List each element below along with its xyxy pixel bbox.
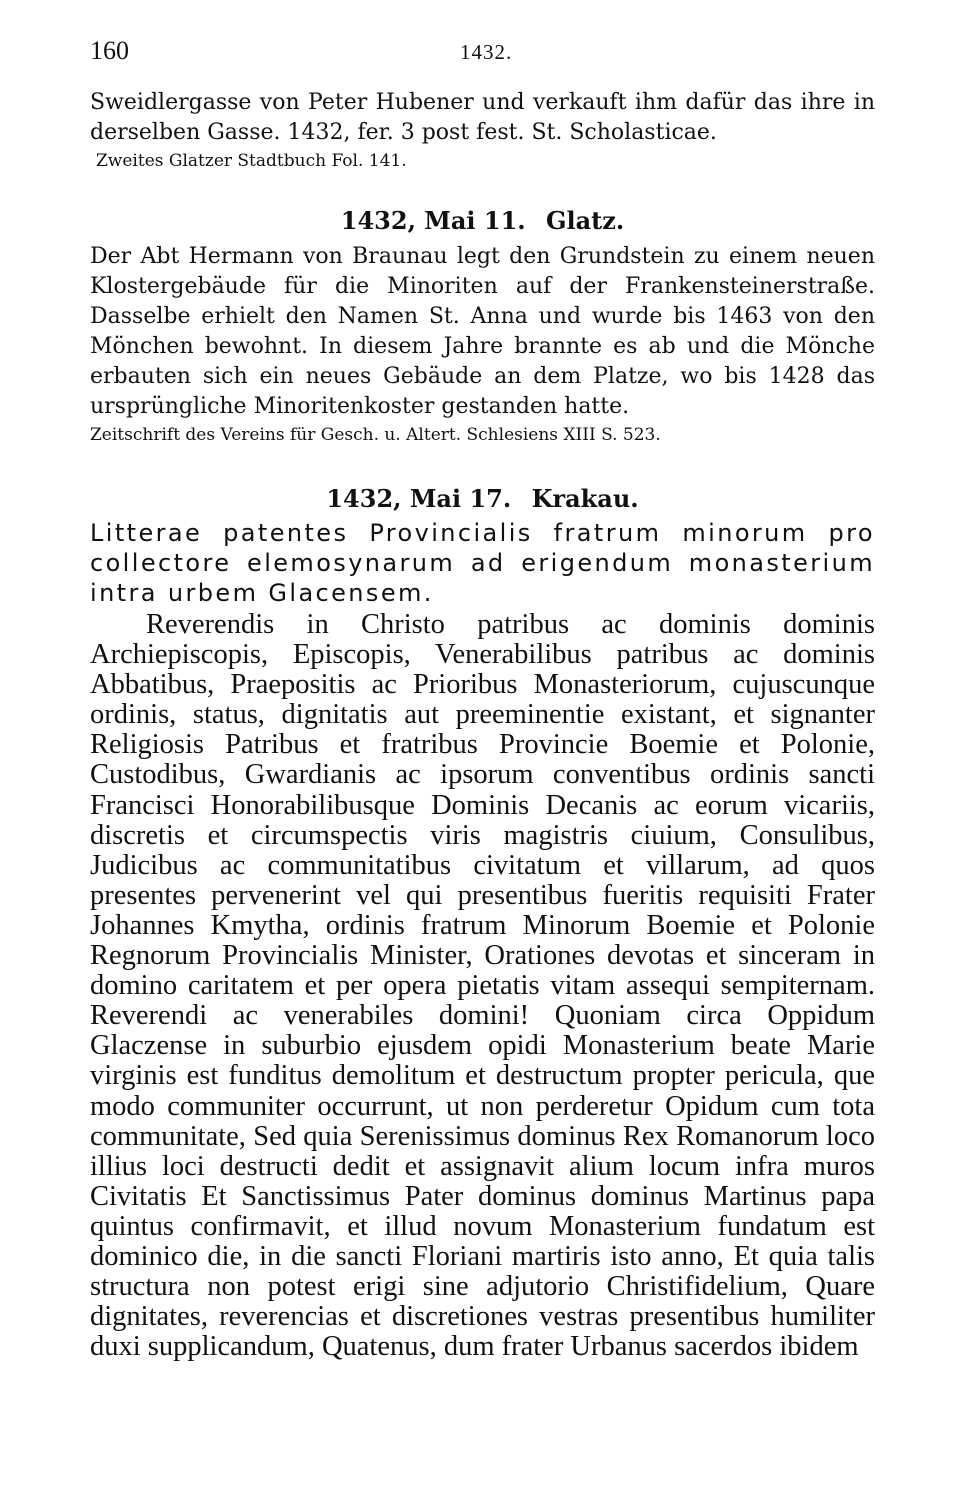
entry-text: Der Abt Hermann von Braunau legt den Grundstein zu einem neuen Klostergebäude für die Minoriten auf der Frankensteinerstraße. Dasselbe erhielt den Namen St. Anna und wurde bis 1463 von den Mönchen bewohnt. In diesem Jahre brannte es ab und die Mönche erbauten sich ein neues Gebäude an dem Platze, wo bis 1428 das ursprüngliche Minoritenkoster gestanden hatte.	[90, 244, 875, 419]
page-number: 160	[90, 36, 129, 65]
entry-date: 1432, Mai 11.	[340, 206, 526, 235]
previous-entry-text: Sweidlergasse von Peter Hubener und verkauft ihm dafür das ihre in derselben Gasse. 1432, fer. 3 post fest. St. Scholasticae.	[90, 90, 875, 145]
entry-1432-mai-17	[90, 482, 875, 1362]
entry-document-text: Reverendis in Christo patribus ac dominis dominis Archiepiscopis, Episcopis, Venerabilibus patribus ac dominis Abbatibus, Praepositis ac Prioribus Monasteriorum, cujuscunque ordinis, status, dignitatis aut preeminentie existant, et signanter Religiosis Patribus et fratribus Provincie Boemie et Polonie, Custodibus, Gwardianis ac ipsorum conventibus ordinis sancti Francisci Honorabilibusque Dominis Decanis ac eorum vicariis, discretis et circumspectis viris magistris ciuium, Consulibus, Judicibus ac communitatibus civitatum et villarum, ad quos presentes pervenerint vel qui presentibus fueritis requisiti Frater Johannes Kmytha, ordinis fratrum Minorum Boemie et Polonie Regnorum Provincialis Minister, Orationes devotas et sinceram in domino caritatem et per opera pietatis vitam assequi sempiternam. Reverendi ac venerabiles domini! Quoniam circa Oppidum Glaczense in suburbio ejusdem opidi Monasterium beate Marie virginis est funditus demolitum et destructum propter pericula, que modo communiter occurrunt, ut non perderetur Opidum cum tota communitate, Sed quia Serenissimus dominus Rex Romanorum loco illius loci destructi dedit et assignavit alium locum infra muros Civitatis Et Sanctissimus Pater dominus dominus Martinus papa quintus confirmavit, et illud novum Monasterium fundatum est dominico die, in die sancti Floriani martiris isto anno, Et quia talis structura non potest erigi sine adjutorio Christifidelium, Quare dignitates, reverencias et discretiones vestras presentibus humiliter duxi supplicandum, Quatenus, dum frater Urbanus sacerdos ibidem	[90, 609, 875, 1363]
document-page	[90, 36, 875, 1362]
entry-date: 1432, Mai 17.	[326, 484, 512, 513]
entry-heading	[90, 204, 875, 238]
entry-source: Zeitschrift des Vereins für Gesch. u. Altert. Schlesiens XIII S. 523.	[90, 425, 661, 445]
entry-place: Glatz.	[545, 206, 625, 235]
entry-1432-mai-11	[90, 204, 875, 448]
running-year: 1432.	[460, 40, 513, 64]
entry-heading	[90, 482, 875, 516]
entry-summary: Litterae patentes Provincialis fratrum minorum pro collectore elemosynarum ad erigendum monasterium intra urbem Glacensem.	[90, 519, 875, 607]
running-header	[90, 36, 875, 76]
previous-entry-source: Zweites Glatzer Stadtbuch Fol. 141.	[96, 151, 407, 171]
entry-place: Krakau.	[531, 484, 639, 513]
previous-entry-continuation	[90, 88, 875, 174]
